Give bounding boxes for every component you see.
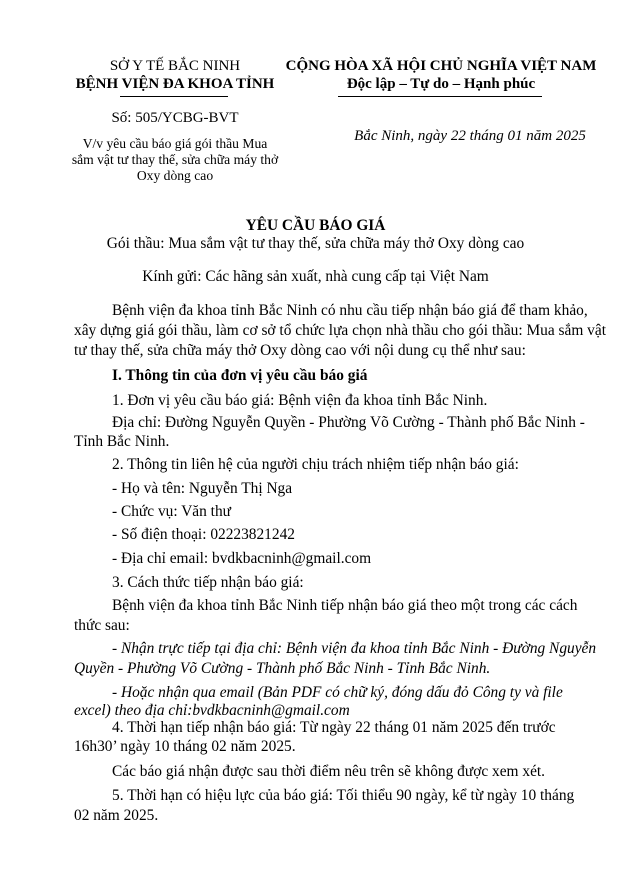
hospital-underline [120, 96, 228, 97]
motto-underline [338, 96, 542, 97]
direct-delivery-line-1: - Nhận trực tiếp tại địa chỉ: Bệnh viện đa khoa tỉnh Bắc Ninh - Đường Nguyễn [112, 640, 597, 657]
contact-position: - Chức vụ: Văn thư [112, 503, 231, 520]
republic-name: CỘNG HÒA XÃ HỘI CHỦ NGHĨA VIỆT NAM [285, 58, 597, 74]
reference-number: Số: 505/YCBG-BVT [111, 110, 239, 126]
recipient-line: Kính gửi: Các hãng sản xuất, nhà cung cấp tại Việt Nam [142, 268, 489, 285]
method-line-1: Bệnh viện đa khoa tỉnh Bắc Ninh tiếp nhận báo giá theo một trong các cách [112, 597, 578, 614]
section-1-heading: I. Thông tin của đơn vị yêu cầu báo giá [112, 367, 368, 384]
item-2-contact: 2. Thông tin liên hệ của người chịu trách nhiệm tiếp nhận báo giá: [112, 456, 519, 473]
item-1-unit: 1. Đơn vị yêu cầu báo giá: Bệnh viện đa khoa tỉnh Bắc Ninh. [112, 392, 488, 409]
item-3-method: 3. Cách thức tiếp nhận báo giá: [112, 574, 304, 591]
contact-name: - Họ và tên: Nguyễn Thị Nga [112, 480, 293, 497]
intro-line-2: xây dựng giá gói thầu, làm cơ sở tổ chức lựa chọn nhà thầu cho gói thầu: Mua sắm vật [74, 322, 606, 339]
intro-line-3: tư thay thế, sửa chữa máy thở Oxy dòng cao với nội dung cụ thể như sau: [74, 342, 526, 359]
subject-line-3: Oxy dòng cao [136, 168, 214, 183]
intro-line-1: Bệnh viện đa khoa tỉnh Bắc Ninh có nhu cầu tiếp nhận báo giá để tham khảo, [112, 302, 588, 319]
email-delivery-line-2: excel) theo địa chỉ:bvdkbacninh@gmail.com [74, 702, 350, 719]
hospital-name: BỆNH VIỆN ĐA KHOA TỈNH [75, 76, 275, 92]
address-line-2: Tỉnh Bắc Ninh. [74, 433, 170, 450]
national-motto: Độc lập – Tự do – Hạnh phúc [346, 76, 536, 92]
direct-delivery-line-2: Quyền - Phường Võ Cường - Thành phố Bắc Ninh - Tỉnh Bắc Ninh. [74, 660, 491, 677]
package-name: Gói thầu: Mua sắm vật tư thay thế, sửa chữa máy thở Oxy dòng cao [106, 235, 525, 252]
subject-line-1: V/v yêu cầu báo giá gói thầu Mua [82, 136, 268, 151]
method-line-2: thức sau: [74, 617, 130, 634]
document-title: YÊU CẦU BÁO GIÁ [245, 217, 386, 234]
department-name: SỞ Y TẾ BẮC NINH [109, 58, 241, 74]
place-date: Bắc Ninh, ngày 22 tháng 01 năm 2025 [354, 128, 586, 144]
address-line-1: Địa chỉ: Đường Nguyễn Quyền - Phường Võ Cường - Thành phố Bắc Ninh - [112, 414, 585, 431]
contact-phone: - Số điện thoại: 02223821242 [112, 526, 295, 543]
late-submission-note: Các báo giá nhận được sau thời điểm nêu trên sẽ không được xem xét. [112, 763, 546, 780]
subject-line-2: sắm vật tư thay thế, sửa chữa máy thở [71, 152, 279, 167]
item-4-deadline-line-2: 16h30’ ngày 10 tháng 02 năm 2025. [74, 738, 296, 755]
contact-email: - Địa chỉ email: bvdkbacninh@gmail.com [112, 550, 372, 567]
item-5-validity-line-1: 5. Thời hạn có hiệu lực của báo giá: Tối thiểu 90 ngày, kể từ ngày 10 tháng [112, 787, 575, 804]
email-delivery-line-1: - Hoặc nhận qua email (Bản PDF có chữ ký, đóng dấu đỏ Công ty và file [112, 684, 563, 701]
item-4-deadline-line-1: 4. Thời hạn tiếp nhận báo giá: Từ ngày 22 tháng 01 năm 2025 đến trước [112, 719, 556, 736]
item-5-validity-line-2: 02 năm 2025. [74, 807, 159, 824]
